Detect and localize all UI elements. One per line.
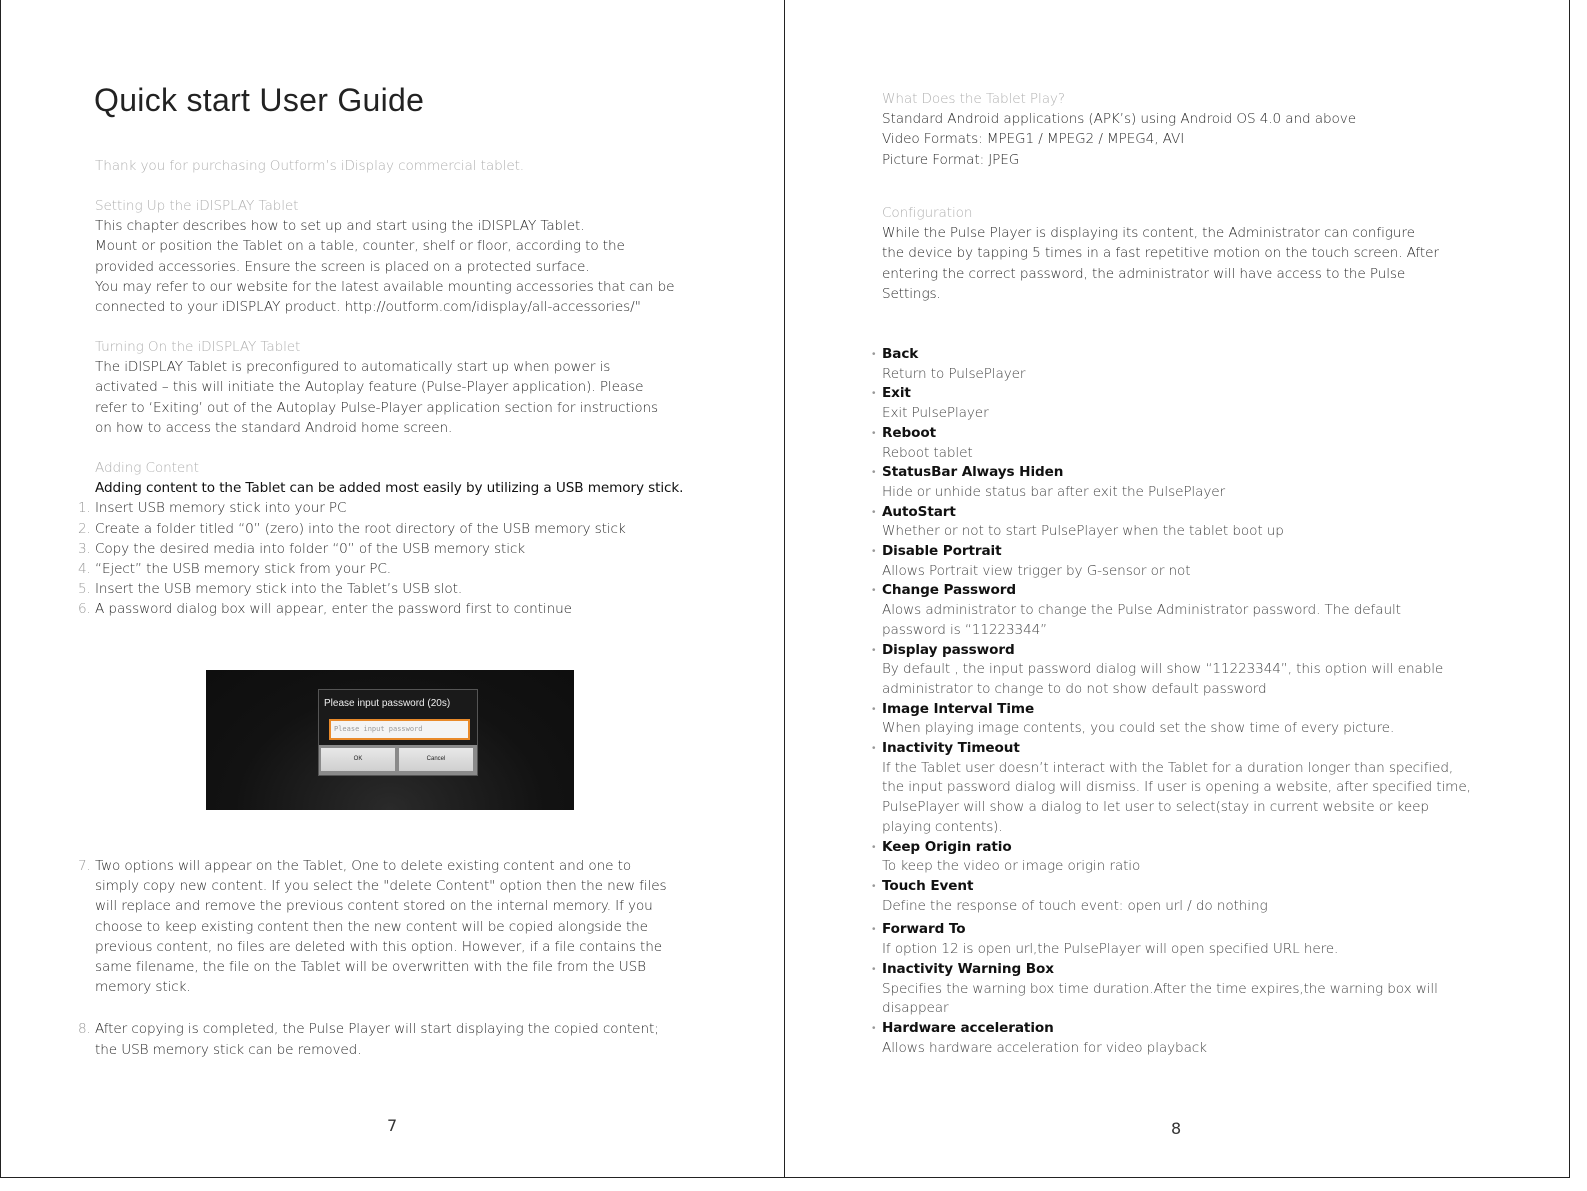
setting-description: PulsePlayer will show a dialog to let user to select(stay in current website or keep xyxy=(882,799,1429,816)
password-input[interactable]: Please input password xyxy=(329,719,470,740)
text-line: Copy the desired media into folder “0” of the USB memory stick xyxy=(95,540,526,557)
bullet-icon: • xyxy=(872,546,876,558)
setting-name: Reboot xyxy=(882,424,936,441)
list-item xyxy=(78,498,683,518)
intro-text: Thank you for purchasing Outform’s iDisplay commercial tablet. xyxy=(95,158,525,174)
setting-description: Hide or unhide status bar after exit the PulsePlayer xyxy=(882,483,1226,500)
setting-item xyxy=(872,424,1471,463)
setting-description: Reboot tablet xyxy=(882,444,973,461)
setting-name: Back xyxy=(882,346,919,362)
text-line: provided accessories. Ensure the screen is placed on a protected surface. xyxy=(95,258,590,275)
setting-description: Define the response of touch event: open url / do nothing xyxy=(882,897,1268,914)
setting-description: disappear xyxy=(882,1000,949,1017)
text-line: Create a folder titled “0” (zero) into the root directory of the USB memory stick xyxy=(95,520,626,537)
setting-description: Whether or not to start PulsePlayer when the tablet boot up xyxy=(882,523,1284,540)
page-number: 7 xyxy=(387,1116,398,1135)
section-turning-on xyxy=(95,337,658,438)
bullet-icon: • xyxy=(872,743,876,755)
section-heading: What Does the Tablet Play? xyxy=(882,91,1065,107)
text-line: previous content, no files are deleted with this option. However, if a file contains the xyxy=(95,938,663,955)
list-item xyxy=(78,559,683,579)
setting-item xyxy=(872,581,1471,640)
section-heading: Turning On the iDISPLAY Tablet xyxy=(95,339,301,355)
text-line: You may refer to our website for the latest available mounting accessories that can be xyxy=(95,278,675,295)
list-number: 4. xyxy=(78,561,91,578)
text-line: the USB memory stick can be removed. xyxy=(95,1041,362,1058)
bullet-icon: • xyxy=(872,467,876,479)
section-lead: Adding content to the Tablet can be added most easily by utilizing a USB memory stick. xyxy=(95,480,684,497)
setting-name: Disable Portrait xyxy=(882,543,1002,560)
bullet-icon: • xyxy=(872,703,876,715)
section-heading: Setting Up the iDISPLAY Tablet xyxy=(95,198,299,214)
password-dialog xyxy=(318,689,478,776)
bullet-icon: • xyxy=(872,644,876,656)
text-line: Settings. xyxy=(882,285,941,302)
text-line: memory stick. xyxy=(95,979,191,996)
setting-description: To keep the video or image origin ratio xyxy=(882,858,1141,875)
steps-continued xyxy=(78,856,667,1060)
ok-button[interactable]: OK xyxy=(321,748,395,771)
bullet-icon: • xyxy=(872,924,876,936)
text-line: the device by tapping 5 times in a fast repetitive motion on the touch screen. After xyxy=(882,245,1439,262)
cancel-button[interactable]: Cancel xyxy=(399,748,473,771)
setting-item xyxy=(872,463,1471,502)
setting-description: If option 12 is open url,the PulsePlayer will open specified URL here. xyxy=(882,941,1339,958)
setting-description: Allows Portrait view trigger by G-sensor or not xyxy=(882,562,1191,579)
bullet-icon: • xyxy=(872,427,876,439)
text-line: choose to keep existing content then the new content will be copied alongside the xyxy=(95,918,648,935)
setting-description: password is “11223344” xyxy=(882,621,1048,638)
setting-description: the input password dialog will dismiss. If user is opening a website, after specified time, xyxy=(882,779,1471,796)
setting-item xyxy=(872,641,1471,700)
list-number: 8. xyxy=(78,1021,91,1038)
section-configuration xyxy=(882,203,1439,304)
setting-item xyxy=(872,542,1471,581)
password-dialog-screenshot xyxy=(206,670,574,810)
section-adding-content xyxy=(78,458,684,620)
setting-description: Alows administrator to change the Pulse Administrator password. The default xyxy=(882,602,1401,619)
setting-name: AutoStart xyxy=(882,503,956,520)
text-line: on how to access the standard Android home screen. xyxy=(95,419,453,436)
section-what-plays xyxy=(882,89,1356,170)
page-number: 8 xyxy=(1171,1119,1182,1138)
setting-name: Touch Event xyxy=(882,877,974,894)
setting-name: Keep Origin ratio xyxy=(882,838,1012,855)
text-line: Mount or position the Tablet on a table, counter, shelf or floor, according to the xyxy=(95,238,625,255)
list-number: 6. xyxy=(78,601,91,618)
text-line: Insert the USB memory stick into the Tablet’s USB slot. xyxy=(95,581,463,598)
text-line: A password dialog box will appear, enter the password first to continue xyxy=(95,601,572,618)
text-line: While the Pulse Player is displaying its content, the Administrator can configure xyxy=(882,225,1415,242)
list-number: 3. xyxy=(78,540,91,557)
setting-description: playing contents). xyxy=(882,818,1003,835)
text-line: Video Formats: MPEG1 / MPEG2 / MPEG4, AVI xyxy=(882,131,1185,148)
bullet-icon: • xyxy=(872,841,876,853)
setting-name: Change Password xyxy=(882,582,1016,599)
text-line: After copying is completed, the Pulse Player will start displaying the copied content; xyxy=(95,1021,659,1038)
setting-item xyxy=(872,877,1471,916)
setting-item xyxy=(872,345,1471,384)
list-item xyxy=(78,519,683,539)
setting-name: StatusBar Always Hiden xyxy=(882,464,1064,481)
text-line: will replace and remove the previous content stored on the internal memory. If you xyxy=(95,898,653,915)
setting-item xyxy=(872,920,1471,959)
setting-description: When playing image contents, you could set the show time of every picture. xyxy=(882,720,1395,737)
setting-name: Hardware acceleration xyxy=(882,1019,1054,1036)
setting-item xyxy=(872,838,1471,877)
setting-description: Specifies the warning box time duration.After the time expires,the warning box will xyxy=(882,980,1438,997)
setting-description: Return to PulsePlayer xyxy=(882,365,1026,382)
bullet-icon: • xyxy=(872,880,876,892)
text-line: Picture Format: JPEG xyxy=(882,151,1020,168)
text-line: activated – this will initiate the Autoplay feature (Pulse-Player application). Please xyxy=(95,379,644,396)
setting-name: Inactivity Warning Box xyxy=(882,960,1054,977)
setting-description: If the Tablet user doesn’t interact with the Tablet for a duration longer than specified, xyxy=(882,759,1454,776)
setting-description: Exit PulsePlayer xyxy=(882,405,989,422)
section-setup xyxy=(95,196,674,317)
setting-item xyxy=(872,1019,1471,1058)
list-item xyxy=(78,1019,666,1059)
setting-name: Exit xyxy=(882,385,911,402)
bullet-icon: • xyxy=(872,1022,876,1034)
text-line: The iDISPLAY Tablet is preconfigured to automatically start up when power is xyxy=(95,359,611,376)
setting-description: By default , the input password dialog will show “11223344”, this option will enable xyxy=(882,661,1444,678)
text-line: Standard Android applications (APK’s) using Android OS 4.0 and above xyxy=(882,111,1356,128)
list-item xyxy=(78,856,667,997)
list-item xyxy=(78,599,683,619)
setting-description: Allows hardware acceleration for video playback xyxy=(882,1039,1207,1056)
text-line: This chapter describes how to set up and start using the iDISPLAY Tablet. xyxy=(95,218,585,235)
text-line: same filename, the file on the Tablet will be overwritten with the file from the USB xyxy=(95,959,646,976)
setting-description: administrator to change to do not show default password xyxy=(882,680,1267,697)
list-number: 5. xyxy=(78,581,91,598)
text-line: refer to ‘Exiting’ out of the Autoplay Pulse-Player application section for instructions xyxy=(95,399,658,416)
list-item xyxy=(78,539,683,559)
setting-item xyxy=(872,384,1471,423)
bullet-icon: • xyxy=(872,349,876,360)
section-heading: Adding Content xyxy=(95,460,199,476)
text-line: “Eject” the USB memory stick from your PC. xyxy=(95,561,391,578)
list-item xyxy=(78,579,683,599)
setting-item xyxy=(872,503,1471,542)
setting-item xyxy=(872,700,1471,739)
setting-name: Forward To xyxy=(882,921,966,938)
text-line: entering the correct password, the administrator will have access to the Pulse xyxy=(882,265,1406,282)
text-line: Two options will appear on the Tablet, One to delete existing content and one to xyxy=(95,858,632,874)
settings-list xyxy=(872,345,1471,1058)
setting-name: Display password xyxy=(882,641,1015,658)
bullet-icon: • xyxy=(872,585,876,597)
text-line: connected to your iDISPLAY product. http://outform.com/idisplay/all-accessories/" xyxy=(95,299,641,316)
section-heading: Configuration xyxy=(882,205,973,221)
setting-name: Inactivity Timeout xyxy=(882,740,1020,757)
list-number: 7. xyxy=(78,858,91,874)
page-title: Quick start User Guide xyxy=(94,82,425,118)
text-line: Insert USB memory stick into your PC xyxy=(95,500,347,517)
bullet-icon: • xyxy=(872,506,876,518)
dialog-button-bar xyxy=(319,745,477,775)
setting-item xyxy=(872,739,1471,838)
text-line: simply copy new content. If you select the "delete Content" option then the new files xyxy=(95,878,667,895)
setting-name: Image Interval Time xyxy=(882,700,1035,717)
bullet-icon: • xyxy=(872,963,876,975)
setting-item xyxy=(872,960,1471,1019)
dialog-title: Please input password (20s) xyxy=(324,698,451,709)
bullet-icon: • xyxy=(872,388,876,400)
list-number: 1. xyxy=(78,500,91,517)
list-number: 2. xyxy=(78,520,91,537)
